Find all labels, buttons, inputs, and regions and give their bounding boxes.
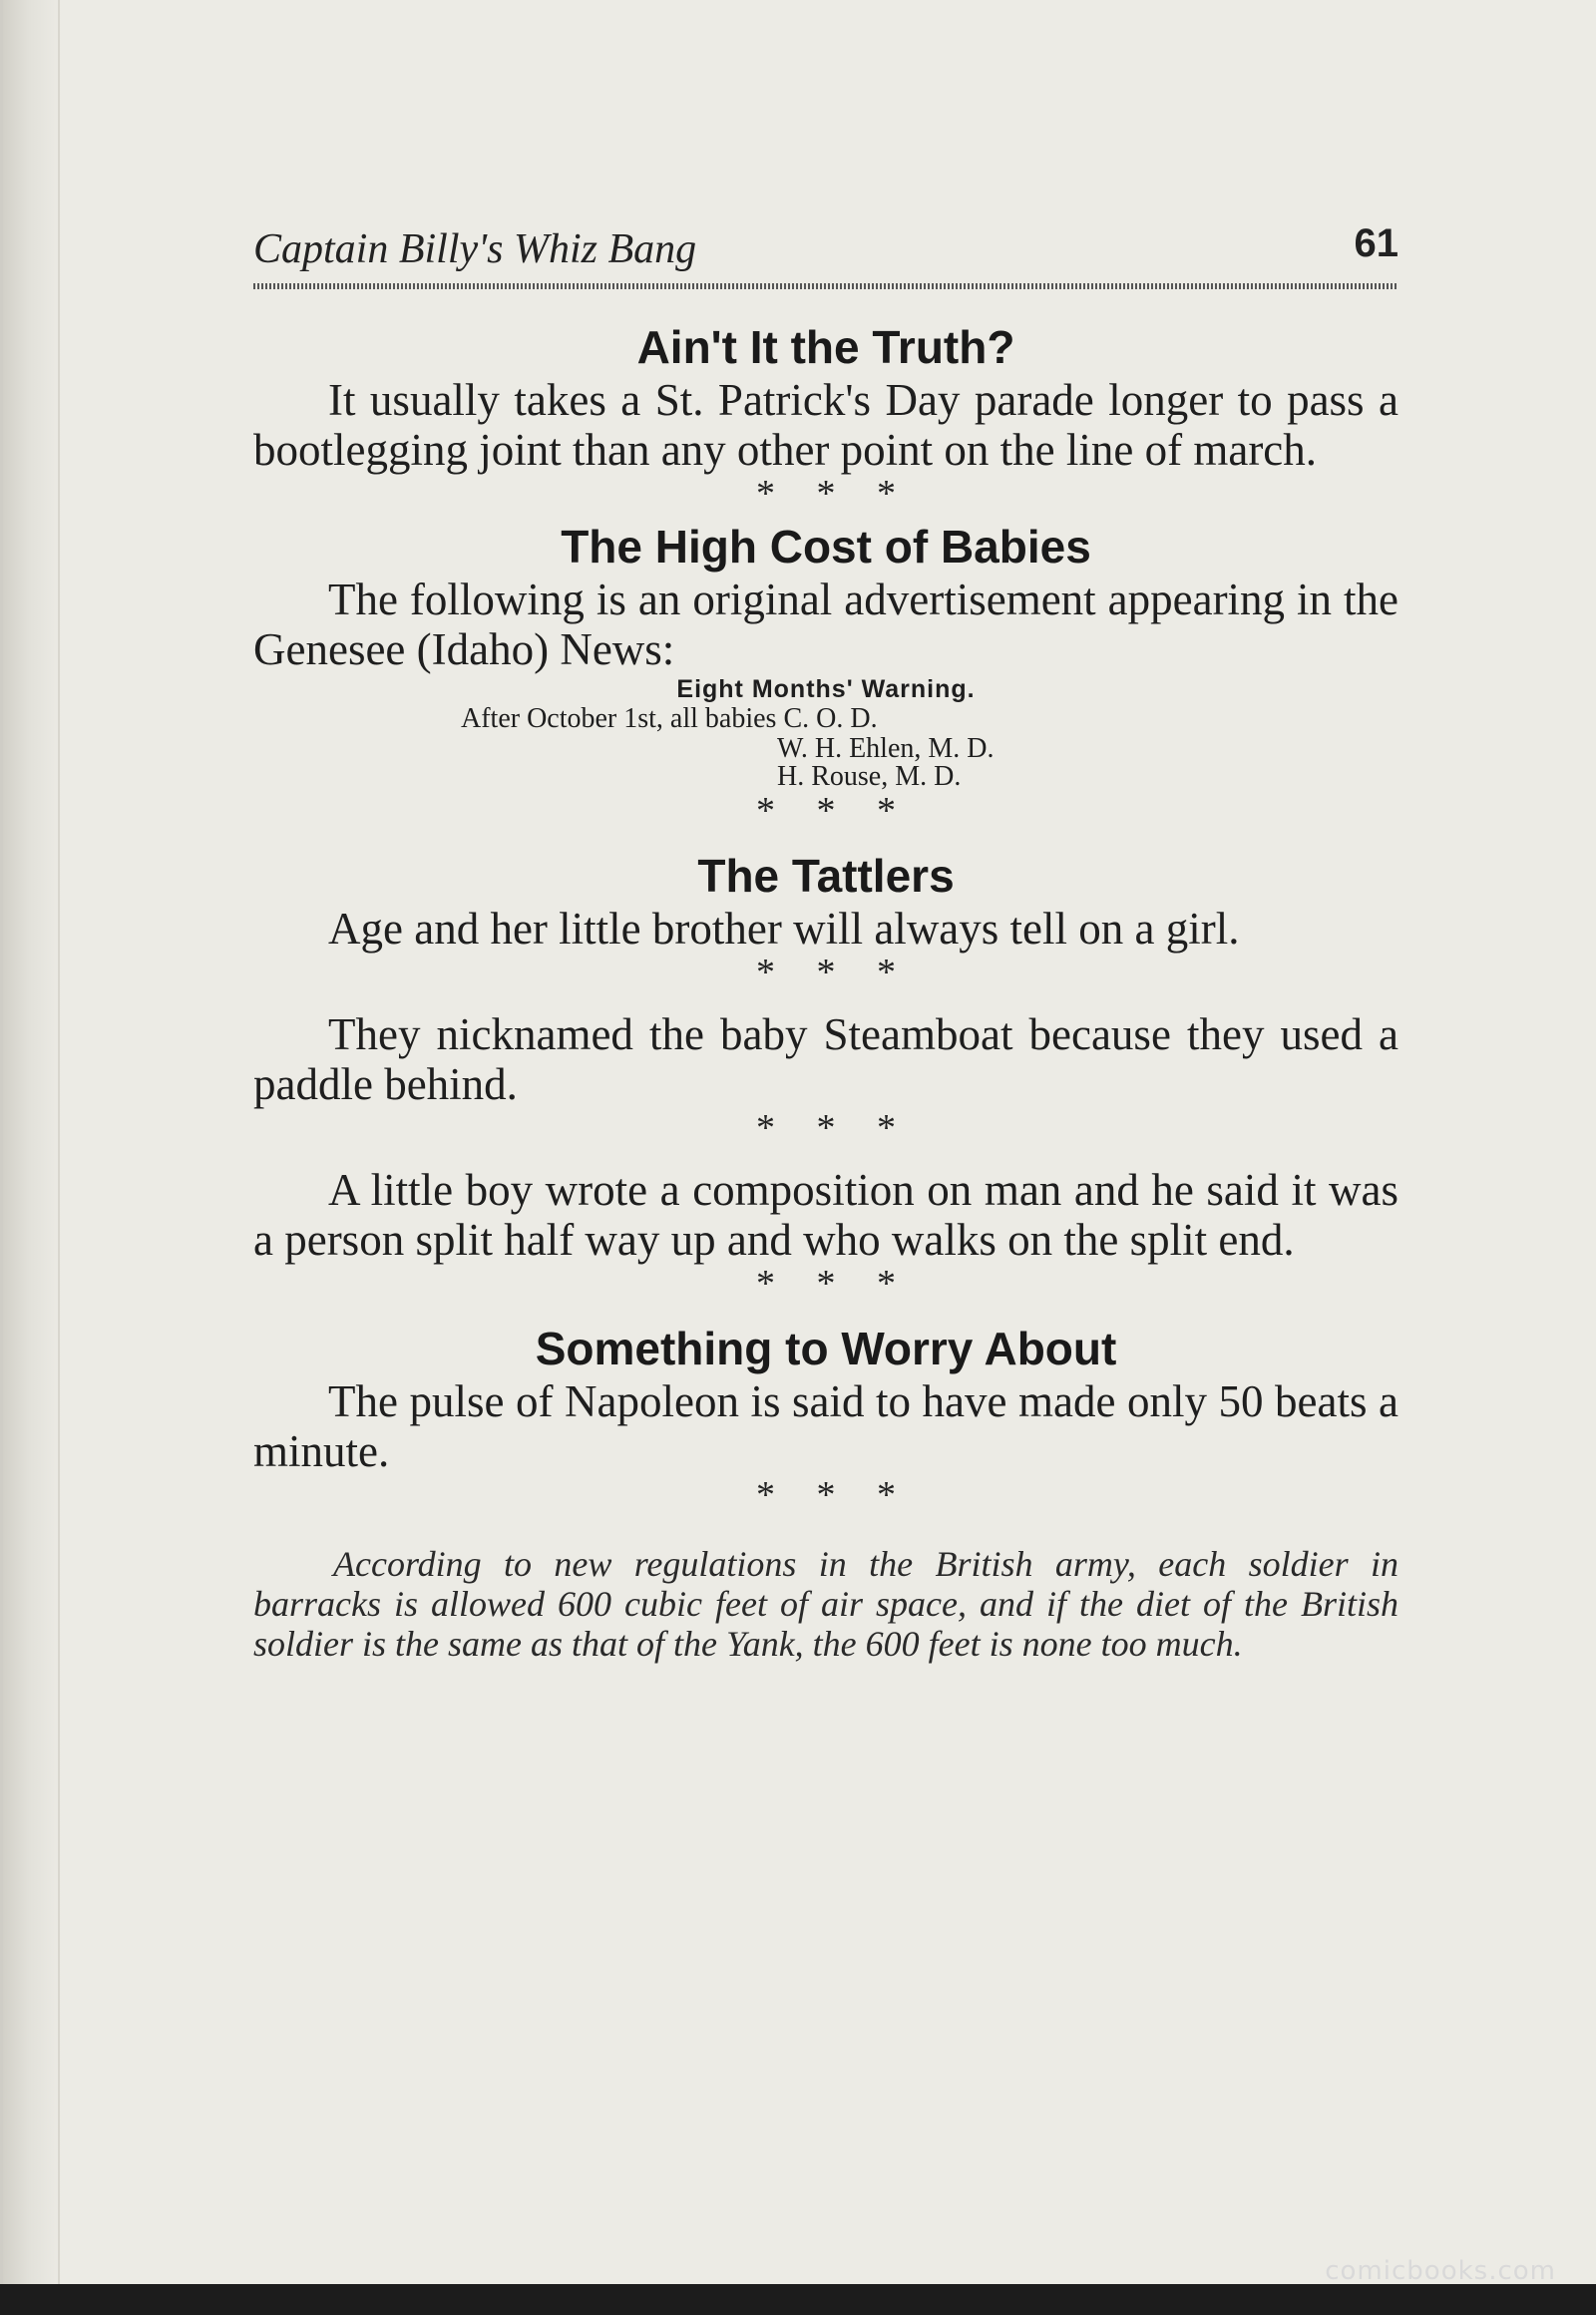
page-header xyxy=(253,221,1398,281)
running-title: Captain Billy's Whiz Bang xyxy=(253,226,697,272)
page-binding-shadow xyxy=(0,0,62,2284)
closing-note: According to new regulations in the British army, each soldier in barracks is allowed 600 cubic feet of air space, and if the diet of the British soldier is the same as that of the Yank, the 600 feet is none too much. xyxy=(253,1544,1398,1664)
separator-stars: * * * xyxy=(756,952,896,993)
binding-crease xyxy=(58,0,60,2284)
ad-heading: Eight Months' Warning. xyxy=(676,675,976,703)
article-title: The Tattlers xyxy=(697,850,955,902)
article-title: Something to Worry About xyxy=(535,1323,1117,1374)
ad-signature: H. Rouse, M. D. xyxy=(777,761,962,792)
advertisement-excerpt xyxy=(253,674,1398,792)
article-body: The following is an original advertisement appearing in the Genesee (Idaho) News: xyxy=(253,575,1398,674)
article-title: The High Cost of Babies xyxy=(561,521,1091,573)
watermark: comicbooks.com xyxy=(1325,2256,1556,2284)
separator-stars: * * * xyxy=(756,790,896,832)
article-body: It usually takes a St. Patrick's Day parade longer to pass a bootlegging joint than any other point on the line of march. xyxy=(253,375,1398,475)
article-body: They nicknamed the baby Steamboat because they used a paddle behind. xyxy=(253,1009,1398,1109)
article-title: Ain't It the Truth? xyxy=(636,321,1015,373)
page-number: 61 xyxy=(1354,221,1398,265)
separator-stars: * * * xyxy=(756,473,896,515)
article-body: Age and her little brother will always tell on a girl. xyxy=(328,904,1240,954)
ad-signature: W. H. Ehlen, M. D. xyxy=(777,733,995,764)
page-content xyxy=(253,221,1398,1664)
article-body: The pulse of Napoleon is said to have made only 50 beats a minute. xyxy=(253,1376,1398,1476)
article-body: A little boy wrote a composition on man and he said it was a person split half way up and who walks on the split end. xyxy=(253,1165,1398,1265)
separator-stars: * * * xyxy=(756,1474,896,1516)
separator-stars: * * * xyxy=(756,1263,896,1305)
separator-stars: * * * xyxy=(756,1107,896,1149)
ad-text: After October 1st, all babies C. O. D. xyxy=(461,703,878,734)
